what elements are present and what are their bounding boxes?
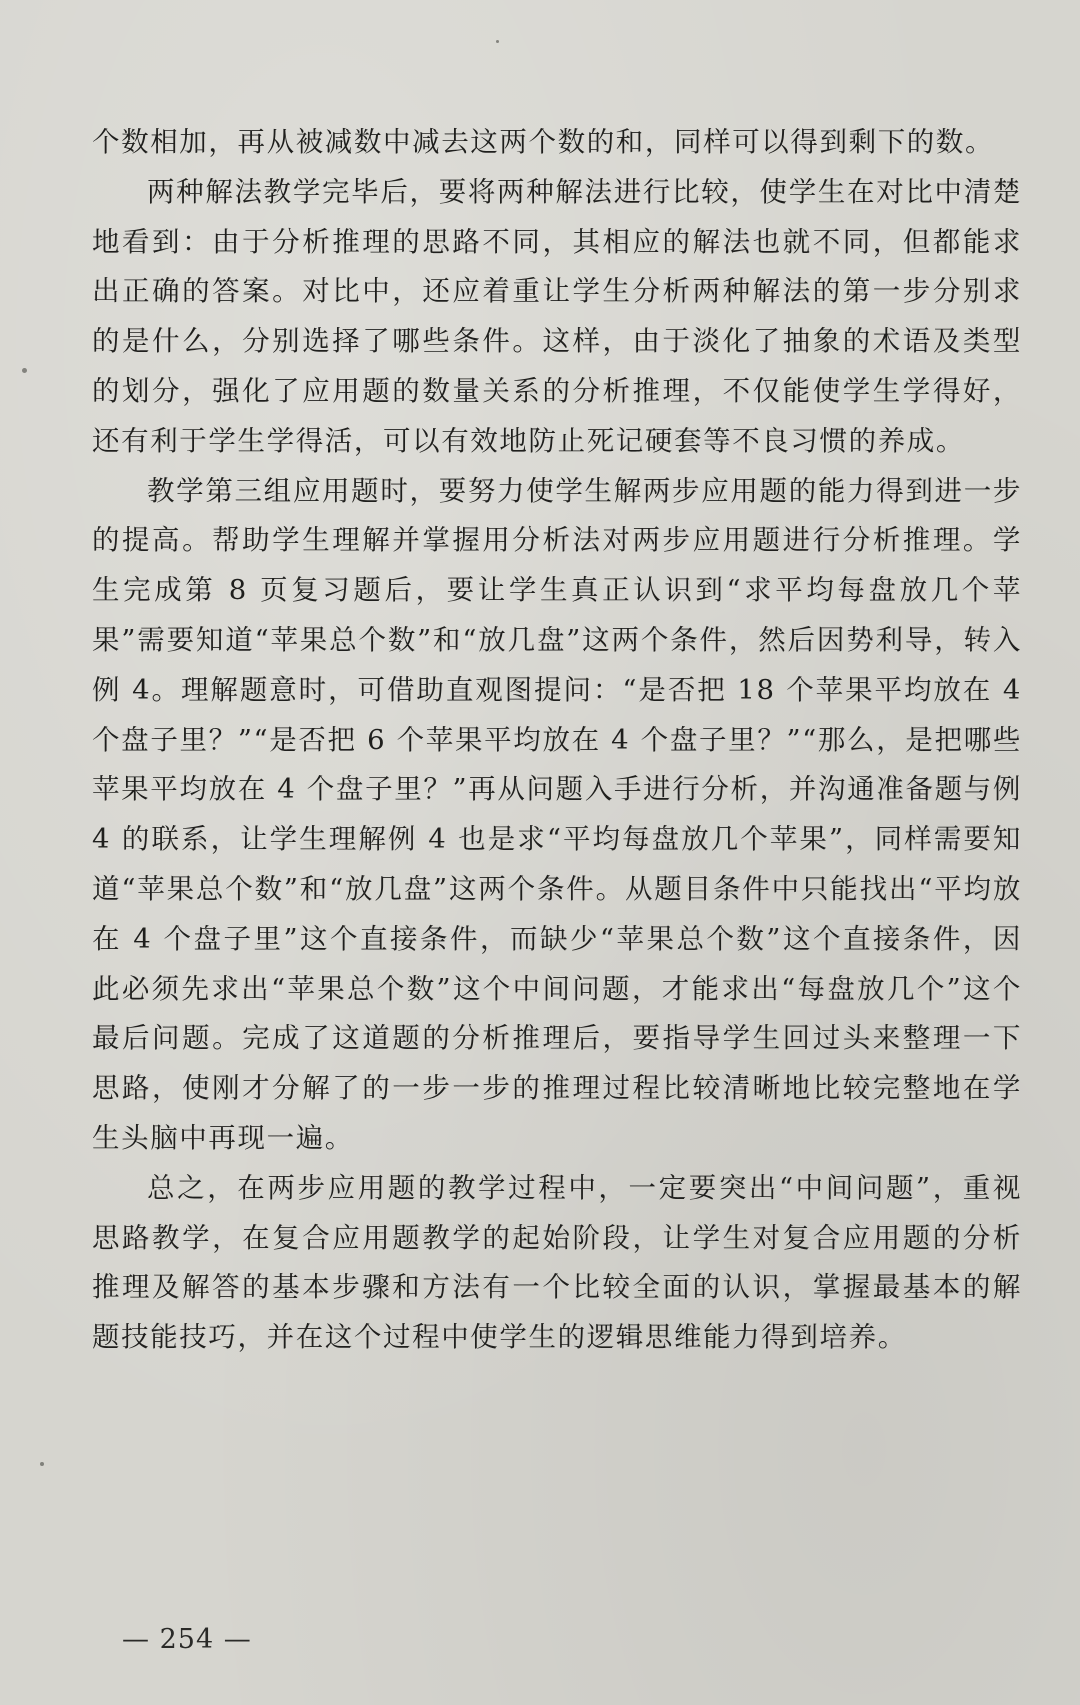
page-number: — 254 — [122, 1624, 252, 1655]
paragraph-3: 教学第三组应用题时，要努力使学生解两步应用题的能力得到进一步的提高。帮助学生理解并掌握用分析法对两步应用题进行分析推理。学生完成第 8 页复习题后，要让学生真正认识到“求平均每盘放几个苹果”需要知道“苹果总个数”和“放几盘”这两个条件，然后因势利导，转入例 4。理解题意时，可借助直观图提问：“是否把 18 个苹果平均放在 4 个盘子里？”“是否把 6 个苹果平均放在 4 个盘子里？”“那么，是把哪些苹果平均放在 4 个盘子里？”再从问题入手进行分析，并沟通准备题与例 4 的联系，让学生理解例 4 也是求“平均每盘放几个苹果”，同样需要知道“苹果总个数”和“放几盘”这两个条件。从题目条件中只能找出“平均放在 4 个盘子里”这个直接条件，而缺少“苹果总个数”这个直接条件，因此必须先求出“苹果总个数”这个中间问题，才能求出“每盘放几个”这个最后问题。完成了这道题的分析推理后，要指导学生回过头来整理一下思路，使刚才分解了的一步一步的推理过程比较清晰地比较完整地在学生头脑中再现一遍。 [92, 474, 1022, 1154]
paragraph-1: 个数相加，再从被减数中减去这两个数的和，同样可以得到剩下的数。 [92, 126, 995, 158]
print-speck [496, 40, 499, 43]
paragraph-4: 总之，在两步应用题的教学过程中，一定要突出“中间问题”，重视思路教学，在复合应用题教学的起始阶段，让学生对复合应用题的分析推理及解答的基本步骤和方法有一个比较全面的认识，掌握最基本的解题技能技巧，并在这个过程中使学生的逻辑思维能力得到培养。 [92, 1171, 1022, 1354]
body-text [92, 118, 1022, 1363]
print-speck [22, 368, 27, 373]
paragraph-2: 两种解法教学完毕后，要将两种解法进行比较，使学生在对比中清楚地看到：由于分析推理的思路不同，其相应的解法也就不同，但都能求出正确的答案。对比中，还应着重让学生分析两种解法的第一步分别求的是什么，分别选择了哪些条件。这样，由于淡化了抽象的术语及类型的划分，强化了应用题的数量关系的分析推理，不仅能使学生学得好，还有利于学生学得活，可以有效地防止死记硬套等不良习惯的养成。 [92, 175, 1022, 457]
print-speck [40, 1462, 44, 1466]
